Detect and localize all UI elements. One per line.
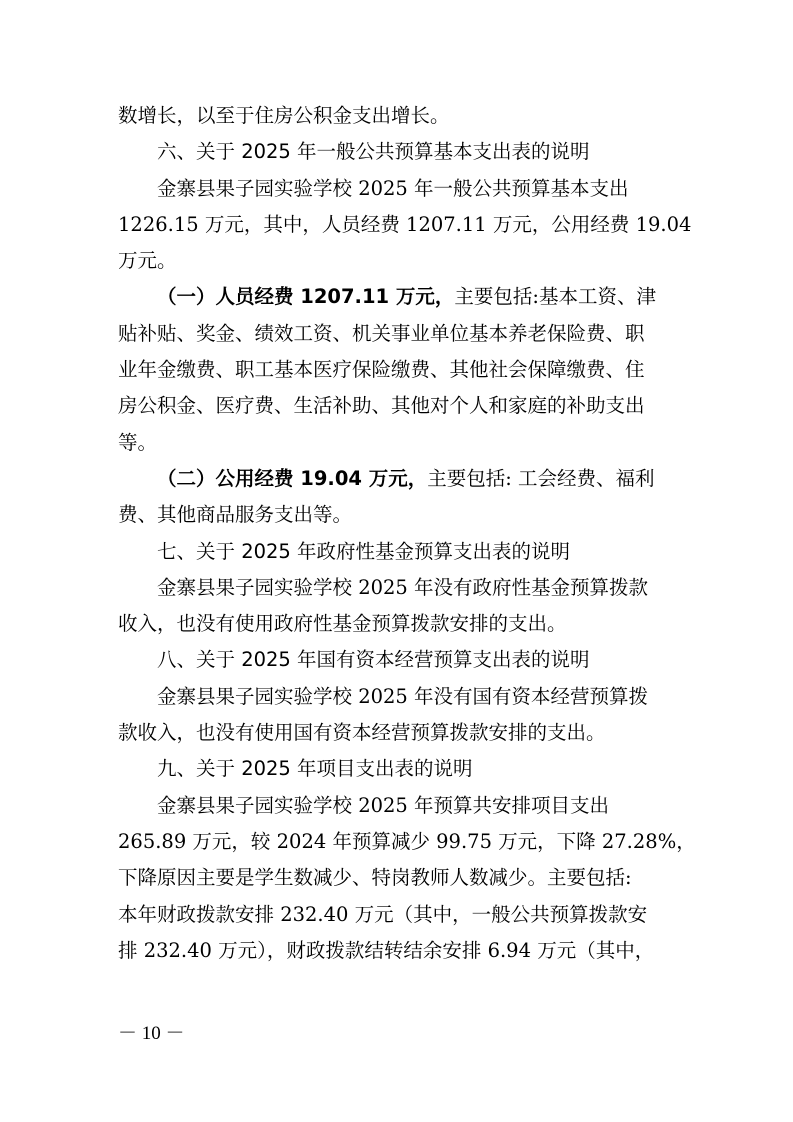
text-line: 款收入，也没有使用国有资本经营预算拨款安排的支出。 [118,721,606,745]
text-line: 265.89 万元，较 2024 年预算减少 99.75 万元，下降 27.28%， [118,829,696,853]
text-run: 主要包括: 工会经费、福利 [427,466,655,490]
text-line: 金寨县果子园实验学校 2025 年没有国有资本经营预算拨 [157,684,649,708]
subsection-personnel [118,279,696,315]
text-line: 金寨县果子园实验学校 2025 年预算共安排项目支出 [157,793,610,817]
text-line: 房公积金、医疗费、生活补助、其他对个人和家庭的补助支出 [118,394,645,418]
subsection-heading-2: （二）公用经费 19.04 万元， [157,466,428,490]
document-body [118,98,696,969]
text-line: 排 232.40 万元），财政拨款结转结余安排 6.94 万元（其中， [118,938,655,962]
text-line: 数增长，以至于住房公积金支出增长。 [118,104,450,127]
section-heading-6: 六、关于 2025 年一般公共预算基本支出表的说明 [157,140,590,164]
text-line: 业年金缴费、职工基本医疗保险缴费、其他社会保障缴费、住 [118,358,645,382]
section-heading-9: 九、关于 2025 年项目支出表的说明 [157,757,473,781]
text-line: 等。 [118,430,158,454]
text-line: 1226.15 万元，其中，人员经费 1207.11 万元，公用经费 19.04 [118,212,692,236]
text-run: 主要包括:基本工资、津 [454,285,656,309]
section-heading-8: 八、关于 2025 年国有资本经营预算支出表的说明 [157,648,590,672]
text-line: 万元。 [118,249,177,273]
text-line: 下降原因主要是学生数减少、特岗教师人数减少。主要包括: [118,866,632,890]
text-line: 本年财政拨款安排 232.40 万元（其中，一般公共预算拨款安 [118,902,648,926]
text-line: 费、其他商品服务支出等。 [118,503,353,527]
page-number: － 10 － [118,1023,185,1044]
subsection-public [118,461,696,497]
text-line: 金寨县果子园实验学校 2025 年没有政府性基金预算拨款 [157,575,649,599]
text-line: 金寨县果子园实验学校 2025 年一般公共预算基本支出 [157,176,629,200]
text-line: 贴补贴、奖金、绩效工资、机关事业单位基本养老保险费、职 [118,321,645,345]
text-line: 收入，也没有使用政府性基金预算拨款安排的支出。 [118,612,567,636]
section-heading-7: 七、关于 2025 年政府性基金预算支出表的说明 [157,539,571,563]
subsection-heading-1: （一）人员经费 1207.11 万元， [157,285,455,309]
